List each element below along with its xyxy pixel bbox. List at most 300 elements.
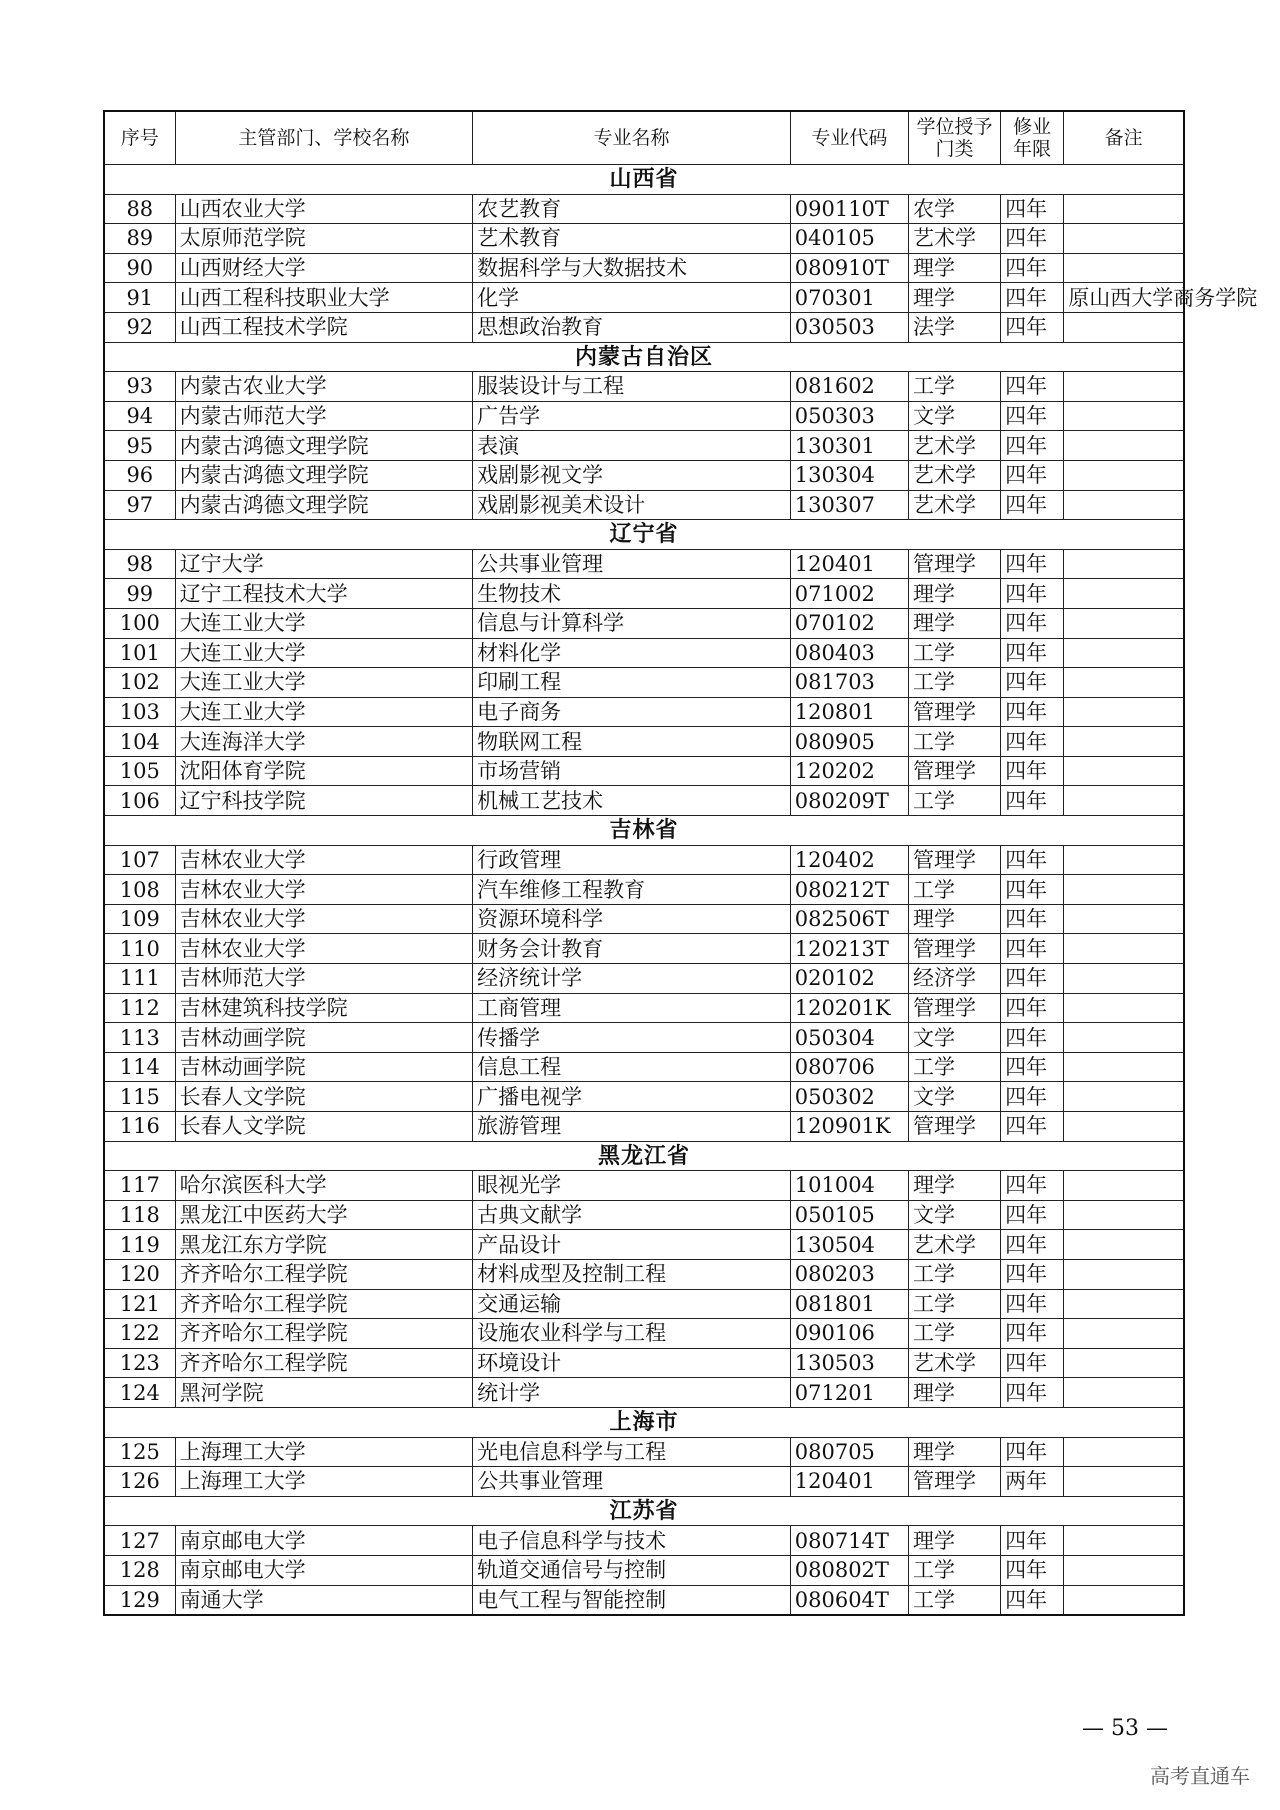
- cell-major: 市场营销: [473, 756, 791, 786]
- cell-category: 农学: [908, 194, 1000, 224]
- cell-major: 公共事业管理: [473, 549, 791, 579]
- cell-note: [1064, 1200, 1184, 1230]
- cell-note: [1064, 253, 1184, 283]
- cell-category: 工学: [908, 786, 1000, 816]
- cell-note: [1064, 1259, 1184, 1289]
- header-note: 备注: [1064, 111, 1184, 165]
- cell-code: 120901K: [790, 1112, 908, 1142]
- cell-category: 艺术学: [908, 224, 1000, 254]
- cell-category: 文学: [908, 401, 1000, 431]
- cell-school: 黑龙江东方学院: [175, 1230, 473, 1260]
- cell-school: 上海理工大学: [175, 1437, 473, 1467]
- table-row: [104, 490, 1184, 520]
- cell-seq: 106: [104, 786, 175, 816]
- cell-years: 四年: [1001, 608, 1064, 638]
- table-row: [104, 1555, 1184, 1585]
- cell-major: 戏剧影视美术设计: [473, 490, 791, 520]
- cell-code: 130504: [790, 1230, 908, 1260]
- majors-table: [103, 110, 1258, 1616]
- cell-code: 070102: [790, 608, 908, 638]
- cell-code: 080714T: [790, 1526, 908, 1556]
- cell-seq: 125: [104, 1437, 175, 1467]
- cell-years: 四年: [1001, 875, 1064, 905]
- cell-school: 大连工业大学: [175, 697, 473, 727]
- cell-years: 四年: [1001, 1023, 1064, 1053]
- cell-code: 130307: [790, 490, 908, 520]
- cell-years: 四年: [1001, 579, 1064, 609]
- cell-note: [1064, 1585, 1184, 1615]
- cell-years: 四年: [1001, 1348, 1064, 1378]
- cell-category: 管理学: [908, 1112, 1000, 1142]
- cell-category: 理学: [908, 1171, 1000, 1201]
- cell-category: 工学: [908, 1585, 1000, 1615]
- header-major: 专业名称: [473, 111, 791, 165]
- cell-school: 南通大学: [175, 1585, 473, 1615]
- cell-note: [1064, 697, 1184, 727]
- cell-code: 130304: [790, 460, 908, 490]
- cell-years: 四年: [1001, 490, 1064, 520]
- cell-category: 文学: [908, 1082, 1000, 1112]
- cell-years: 四年: [1001, 638, 1064, 668]
- cell-category: 工学: [908, 1319, 1000, 1349]
- cell-code: 090110T: [790, 194, 908, 224]
- header-years: 修业年限: [1001, 111, 1064, 165]
- table-row: [104, 727, 1184, 757]
- table-row: [104, 668, 1184, 698]
- cell-seq: 121: [104, 1289, 175, 1319]
- table-row: [104, 875, 1184, 905]
- cell-major: 服装设计与工程: [473, 372, 791, 402]
- cell-school: 长春人文学院: [175, 1112, 473, 1142]
- cell-major: 光电信息科学与工程: [473, 1437, 791, 1467]
- table-row: [104, 1230, 1184, 1260]
- header-category: 学位授予门类: [908, 111, 1000, 165]
- cell-years: 四年: [1001, 431, 1064, 461]
- cell-seq: 108: [104, 875, 175, 905]
- cell-note: [1064, 1289, 1184, 1319]
- cell-note: [1064, 1437, 1184, 1467]
- cell-seq: 116: [104, 1112, 175, 1142]
- cell-years: 四年: [1001, 1526, 1064, 1556]
- cell-school: 山西工程技术学院: [175, 312, 473, 342]
- cell-years: 四年: [1001, 1171, 1064, 1201]
- cell-school: 吉林建筑科技学院: [175, 993, 473, 1023]
- cell-note: [1064, 1526, 1184, 1556]
- cell-major: 财务会计教育: [473, 934, 791, 964]
- cell-category: 工学: [908, 1259, 1000, 1289]
- cell-school: 内蒙古师范大学: [175, 401, 473, 431]
- cell-category: 理学: [908, 1378, 1000, 1408]
- table-row: [104, 934, 1184, 964]
- cell-major: 环境设计: [473, 1348, 791, 1378]
- cell-category: 法学: [908, 312, 1000, 342]
- cell-note: [1064, 904, 1184, 934]
- province-row: [104, 1407, 1184, 1437]
- cell-school: 吉林动画学院: [175, 1023, 473, 1053]
- cell-seq: 95: [104, 431, 175, 461]
- cell-note: [1064, 1023, 1184, 1053]
- cell-school: 长春人文学院: [175, 1082, 473, 1112]
- table-row: [104, 1259, 1184, 1289]
- cell-code: 090106: [790, 1319, 908, 1349]
- cell-years: 四年: [1001, 1112, 1064, 1142]
- cell-major: 古典文献学: [473, 1200, 791, 1230]
- cell-code: 020102: [790, 964, 908, 994]
- cell-major: 广告学: [473, 401, 791, 431]
- cell-years: 四年: [1001, 786, 1064, 816]
- cell-category: 管理学: [908, 756, 1000, 786]
- table-row: [104, 549, 1184, 579]
- table-body: [104, 165, 1258, 1616]
- table-row: [104, 312, 1184, 342]
- cell-seq: 126: [104, 1467, 175, 1497]
- watermark-text: 高考直通车: [1150, 1764, 1250, 1788]
- cell-school: 吉林农业大学: [175, 904, 473, 934]
- cell-code: 081801: [790, 1289, 908, 1319]
- cell-major: 表演: [473, 431, 791, 461]
- table-row: [104, 845, 1184, 875]
- cell-major: 思想政治教育: [473, 312, 791, 342]
- cell-category: 管理学: [908, 993, 1000, 1023]
- cell-note: [1064, 668, 1184, 698]
- cell-code: 080209T: [790, 786, 908, 816]
- cell-years: 四年: [1001, 460, 1064, 490]
- cell-major: 统计学: [473, 1378, 791, 1408]
- cell-school: 黑河学院: [175, 1378, 473, 1408]
- cell-major: 化学: [473, 283, 791, 313]
- cell-code: 101004: [790, 1171, 908, 1201]
- cell-category: 工学: [908, 875, 1000, 905]
- cell-school: 山西财经大学: [175, 253, 473, 283]
- cell-major: 公共事业管理: [473, 1467, 791, 1497]
- cell-category: 工学: [908, 668, 1000, 698]
- cell-school: 太原师范学院: [175, 224, 473, 254]
- cell-category: 工学: [908, 1052, 1000, 1082]
- cell-note: [1064, 1555, 1184, 1585]
- cell-code: 120202: [790, 756, 908, 786]
- cell-school: 内蒙古农业大学: [175, 372, 473, 402]
- cell-school: 辽宁科技学院: [175, 786, 473, 816]
- cell-note: [1064, 1112, 1184, 1142]
- cell-seq: 92: [104, 312, 175, 342]
- province-row: [104, 520, 1184, 550]
- cell-note: [1064, 372, 1184, 402]
- cell-note: [1064, 460, 1184, 490]
- cell-major: 经济统计学: [473, 964, 791, 994]
- table-row: [104, 993, 1184, 1023]
- cell-code: 080403: [790, 638, 908, 668]
- cell-note: [1064, 549, 1184, 579]
- table-row: [104, 1289, 1184, 1319]
- cell-category: 文学: [908, 1023, 1000, 1053]
- table-row: [104, 786, 1184, 816]
- cell-school: 哈尔滨医科大学: [175, 1171, 473, 1201]
- cell-code: 120401: [790, 1467, 908, 1497]
- cell-seq: 128: [104, 1555, 175, 1585]
- cell-category: 理学: [908, 1526, 1000, 1556]
- cell-code: 071201: [790, 1378, 908, 1408]
- province-name: 山西省: [104, 165, 1184, 195]
- cell-code: 050105: [790, 1200, 908, 1230]
- table-row: [104, 1171, 1184, 1201]
- cell-major: 工商管理: [473, 993, 791, 1023]
- cell-school: 吉林农业大学: [175, 875, 473, 905]
- table-row: [104, 964, 1184, 994]
- cell-major: 电子商务: [473, 697, 791, 727]
- cell-years: 四年: [1001, 253, 1064, 283]
- table-row: [104, 1585, 1184, 1615]
- cell-seq: 110: [104, 934, 175, 964]
- cell-category: 管理学: [908, 549, 1000, 579]
- table-row: [104, 697, 1184, 727]
- cell-school: 大连工业大学: [175, 668, 473, 698]
- province-row: [104, 816, 1184, 846]
- cell-seq: 96: [104, 460, 175, 490]
- cell-major: 行政管理: [473, 845, 791, 875]
- cell-years: 四年: [1001, 1585, 1064, 1615]
- cell-years: 四年: [1001, 1319, 1064, 1349]
- cell-category: 艺术学: [908, 1348, 1000, 1378]
- table-row: [104, 253, 1184, 283]
- cell-years: 四年: [1001, 934, 1064, 964]
- province-row: [104, 165, 1184, 195]
- cell-code: 080705: [790, 1437, 908, 1467]
- cell-major: 交通运输: [473, 1289, 791, 1319]
- cell-category: 经济学: [908, 964, 1000, 994]
- cell-category: 管理学: [908, 845, 1000, 875]
- cell-note: [1064, 1378, 1184, 1408]
- cell-school: 内蒙古鸿德文理学院: [175, 431, 473, 461]
- cell-years: 四年: [1001, 1437, 1064, 1467]
- cell-category: 工学: [908, 638, 1000, 668]
- cell-school: 齐齐哈尔工程学院: [175, 1259, 473, 1289]
- cell-code: 071002: [790, 579, 908, 609]
- table-row: [104, 401, 1184, 431]
- table-row: [104, 1082, 1184, 1112]
- cell-category: 管理学: [908, 697, 1000, 727]
- table-row: [104, 1200, 1184, 1230]
- cell-code: 130503: [790, 1348, 908, 1378]
- cell-years: 四年: [1001, 1555, 1064, 1585]
- cell-seq: 124: [104, 1378, 175, 1408]
- cell-years: 四年: [1001, 993, 1064, 1023]
- cell-note: [1064, 756, 1184, 786]
- cell-school: 内蒙古鸿德文理学院: [175, 490, 473, 520]
- cell-years: 四年: [1001, 1378, 1064, 1408]
- cell-code: 080203: [790, 1259, 908, 1289]
- header-code: 专业代码: [790, 111, 908, 165]
- cell-note: [1064, 934, 1184, 964]
- cell-major: 电气工程与智能控制: [473, 1585, 791, 1615]
- province-row: [104, 1141, 1184, 1171]
- cell-seq: 89: [104, 224, 175, 254]
- cell-major: 产品设计: [473, 1230, 791, 1260]
- cell-code: 070301: [790, 283, 908, 313]
- cell-note: [1064, 1230, 1184, 1260]
- cell-category: 艺术学: [908, 431, 1000, 461]
- cell-years: 四年: [1001, 194, 1064, 224]
- table-row: [104, 460, 1184, 490]
- cell-seq: 111: [104, 964, 175, 994]
- cell-seq: 115: [104, 1082, 175, 1112]
- table-row: [104, 1052, 1184, 1082]
- cell-seq: 93: [104, 372, 175, 402]
- cell-major: 机械工艺技术: [473, 786, 791, 816]
- cell-years: 四年: [1001, 1082, 1064, 1112]
- cell-years: 四年: [1001, 372, 1064, 402]
- cell-note: [1064, 579, 1184, 609]
- cell-note: [1064, 1319, 1184, 1349]
- cell-note: [1064, 1052, 1184, 1082]
- cell-code: 040105: [790, 224, 908, 254]
- cell-note: 原山西大学商务学院: [1064, 283, 1184, 313]
- cell-major: 广播电视学: [473, 1082, 791, 1112]
- cell-school: 大连工业大学: [175, 638, 473, 668]
- cell-note: [1064, 490, 1184, 520]
- cell-years: 四年: [1001, 904, 1064, 934]
- cell-years: 四年: [1001, 697, 1064, 727]
- cell-school: 吉林师范大学: [175, 964, 473, 994]
- cell-major: 传播学: [473, 1023, 791, 1053]
- cell-years: 四年: [1001, 845, 1064, 875]
- cell-note: [1064, 608, 1184, 638]
- cell-years: 四年: [1001, 1289, 1064, 1319]
- table-row: [104, 1378, 1184, 1408]
- cell-seq: 91: [104, 283, 175, 313]
- cell-years: 四年: [1001, 312, 1064, 342]
- cell-category: 工学: [908, 1555, 1000, 1585]
- cell-major: 艺术教育: [473, 224, 791, 254]
- table-row: [104, 579, 1184, 609]
- cell-seq: 100: [104, 608, 175, 638]
- cell-major: 汽车维修工程教育: [473, 875, 791, 905]
- table-row: [104, 1112, 1184, 1142]
- cell-code: 080706: [790, 1052, 908, 1082]
- cell-code: 130301: [790, 431, 908, 461]
- cell-seq: 129: [104, 1585, 175, 1615]
- cell-code: 080910T: [790, 253, 908, 283]
- cell-years: 四年: [1001, 964, 1064, 994]
- cell-years: 两年: [1001, 1467, 1064, 1497]
- cell-major: 材料化学: [473, 638, 791, 668]
- cell-school: 山西农业大学: [175, 194, 473, 224]
- cell-years: 四年: [1001, 224, 1064, 254]
- cell-seq: 123: [104, 1348, 175, 1378]
- cell-school: 沈阳体育学院: [175, 756, 473, 786]
- cell-code: 081602: [790, 372, 908, 402]
- cell-school: 南京邮电大学: [175, 1526, 473, 1556]
- cell-code: 080604T: [790, 1585, 908, 1615]
- cell-code: 120213T: [790, 934, 908, 964]
- cell-seq: 117: [104, 1171, 175, 1201]
- province-name: 内蒙古自治区: [104, 342, 1184, 372]
- cell-seq: 122: [104, 1319, 175, 1349]
- cell-years: 四年: [1001, 1259, 1064, 1289]
- table-row: [104, 904, 1184, 934]
- cell-school: 吉林农业大学: [175, 934, 473, 964]
- cell-school: 齐齐哈尔工程学院: [175, 1319, 473, 1349]
- cell-seq: 113: [104, 1023, 175, 1053]
- cell-years: 四年: [1001, 668, 1064, 698]
- cell-note: [1064, 638, 1184, 668]
- table-row: [104, 194, 1184, 224]
- cell-note: [1064, 431, 1184, 461]
- table-row: [104, 1437, 1184, 1467]
- cell-seq: 120: [104, 1259, 175, 1289]
- cell-years: 四年: [1001, 1052, 1064, 1082]
- cell-seq: 102: [104, 668, 175, 698]
- cell-category: 管理学: [908, 934, 1000, 964]
- cell-major: 材料成型及控制工程: [473, 1259, 791, 1289]
- cell-category: 艺术学: [908, 1230, 1000, 1260]
- cell-code: 120401: [790, 549, 908, 579]
- cell-category: 理学: [908, 283, 1000, 313]
- table-row: [104, 1319, 1184, 1349]
- cell-school: 齐齐哈尔工程学院: [175, 1289, 473, 1319]
- cell-code: 120801: [790, 697, 908, 727]
- cell-category: 艺术学: [908, 460, 1000, 490]
- cell-category: 工学: [908, 727, 1000, 757]
- cell-category: 文学: [908, 1200, 1000, 1230]
- cell-code: 081703: [790, 668, 908, 698]
- cell-major: 轨道交通信号与控制: [473, 1555, 791, 1585]
- table-row: [104, 283, 1184, 313]
- cell-major: 设施农业科学与工程: [473, 1319, 791, 1349]
- cell-note: [1064, 312, 1184, 342]
- cell-school: 上海理工大学: [175, 1467, 473, 1497]
- header-row: [104, 111, 1184, 165]
- cell-seq: 114: [104, 1052, 175, 1082]
- cell-seq: 88: [104, 194, 175, 224]
- cell-seq: 118: [104, 1200, 175, 1230]
- header-seq: 序号: [104, 111, 175, 165]
- province-name: 黑龙江省: [104, 1141, 1184, 1171]
- cell-seq: 105: [104, 756, 175, 786]
- cell-code: 120402: [790, 845, 908, 875]
- cell-seq: 99: [104, 579, 175, 609]
- cell-code: 120201K: [790, 993, 908, 1023]
- cell-category: 管理学: [908, 1467, 1000, 1497]
- cell-code: 050304: [790, 1023, 908, 1053]
- cell-seq: 107: [104, 845, 175, 875]
- cell-school: 南京邮电大学: [175, 1555, 473, 1585]
- table-row: [104, 1023, 1184, 1053]
- cell-code: 080905: [790, 727, 908, 757]
- cell-note: [1064, 1467, 1184, 1497]
- cell-school: 山西工程科技职业大学: [175, 283, 473, 313]
- table-row: [104, 1348, 1184, 1378]
- cell-category: 工学: [908, 1289, 1000, 1319]
- cell-major: 电子信息科学与技术: [473, 1526, 791, 1556]
- province-name: 上海市: [104, 1407, 1184, 1437]
- cell-note: [1064, 964, 1184, 994]
- cell-seq: 98: [104, 549, 175, 579]
- cell-major: 信息工程: [473, 1052, 791, 1082]
- cell-school: 辽宁工程技术大学: [175, 579, 473, 609]
- cell-school: 吉林农业大学: [175, 845, 473, 875]
- cell-seq: 90: [104, 253, 175, 283]
- cell-school: 吉林动画学院: [175, 1052, 473, 1082]
- cell-category: 理学: [908, 253, 1000, 283]
- cell-seq: 112: [104, 993, 175, 1023]
- cell-category: 工学: [908, 372, 1000, 402]
- cell-major: 眼视光学: [473, 1171, 791, 1201]
- cell-years: 四年: [1001, 283, 1064, 313]
- province-name: 江苏省: [104, 1496, 1184, 1526]
- cell-years: 四年: [1001, 756, 1064, 786]
- cell-category: 理学: [908, 904, 1000, 934]
- province-row: [104, 342, 1184, 372]
